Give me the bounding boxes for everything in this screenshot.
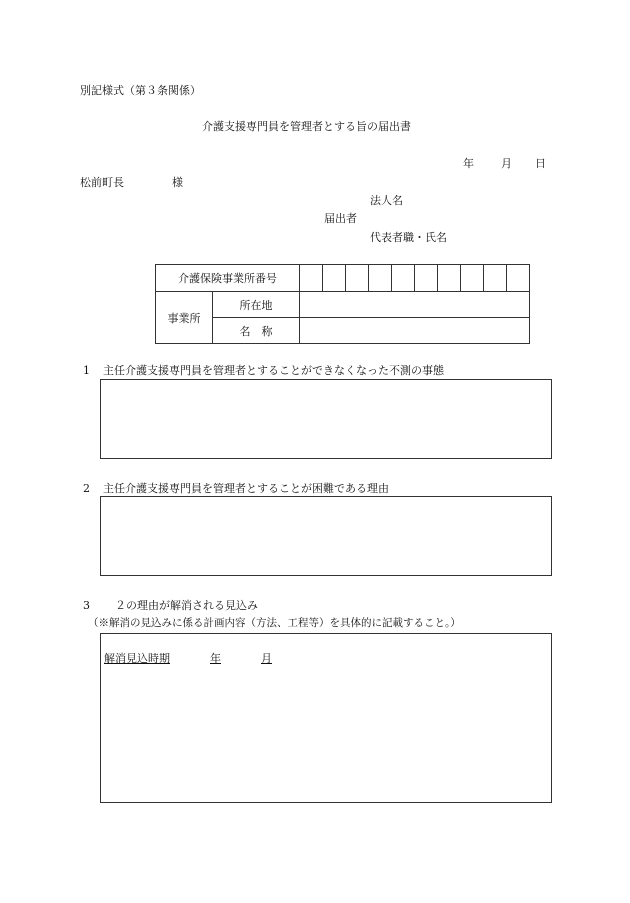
section-1-heading: 主任介護支援専門員を管理者とすることができなくなった不測の事態 xyxy=(103,364,444,377)
addressee-honorific: 様 xyxy=(172,176,183,189)
business-number-label: 介護保険事業所番号 xyxy=(156,265,300,292)
representative-label: 代表者職・氏名 xyxy=(370,231,447,244)
registration-table xyxy=(155,264,530,344)
business-number-digit[interactable] xyxy=(300,265,323,292)
resolution-period-label: 解消見込時期 xyxy=(104,652,170,665)
date-year: 年 xyxy=(463,157,474,170)
address-label: 所在地 xyxy=(213,292,300,318)
business-number-digit[interactable] xyxy=(346,265,369,292)
section-2-number: 2 xyxy=(83,482,90,495)
business-number-digit[interactable] xyxy=(415,265,438,292)
section-1-textbox[interactable] xyxy=(100,379,552,459)
corp-name-label: 法人名 xyxy=(370,194,403,207)
section-3-heading: ２の理由が解消される見込み xyxy=(115,599,258,612)
business-number-digit[interactable] xyxy=(392,265,415,292)
document-title: 介護支援専門員を管理者とする旨の届出書 xyxy=(202,120,411,133)
business-number-digit[interactable] xyxy=(438,265,461,292)
business-number-digit[interactable] xyxy=(461,265,484,292)
business-number-digit[interactable] xyxy=(369,265,392,292)
resolution-month-text: 月 xyxy=(261,652,272,665)
date-day: 日 xyxy=(535,157,546,170)
section-1-number: 1 xyxy=(83,364,90,377)
office-name-field[interactable] xyxy=(300,318,530,344)
business-number-digit[interactable] xyxy=(323,265,346,292)
section-2-heading: 主任介護支援専門員を管理者とすることが困難である理由 xyxy=(103,482,389,495)
address-field[interactable] xyxy=(300,292,530,318)
resolution-year-text: 年 xyxy=(210,652,221,665)
office-label: 事業所 xyxy=(156,292,213,344)
business-number-digit[interactable] xyxy=(484,265,507,292)
resolution-year-label xyxy=(170,652,272,665)
submitter-label: 届出者 xyxy=(324,212,357,225)
business-number-digit[interactable] xyxy=(507,265,530,292)
section-2-textbox[interactable] xyxy=(100,496,552,576)
section-3-textbox[interactable] xyxy=(100,633,552,803)
addressee-name: 松前町長 xyxy=(80,176,124,189)
section-3-content[interactable] xyxy=(104,674,544,794)
date-month: 月 xyxy=(501,157,512,170)
office-name-label: 名 称 xyxy=(213,318,300,344)
form-reference: 別記様式（第３条関係） xyxy=(80,84,201,97)
section-3-note: （※解消の見込みに係る計画内容（方法、工程等）を具体的に記載すること。） xyxy=(88,617,461,629)
section-3-number: 3 xyxy=(83,599,90,612)
